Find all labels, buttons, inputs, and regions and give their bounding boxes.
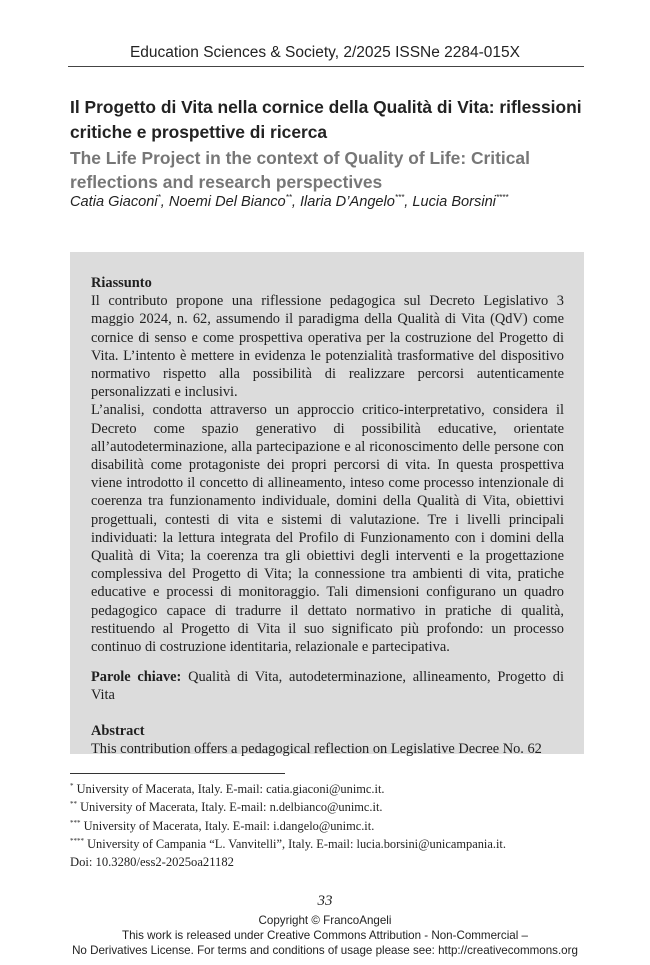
page-number: 33 bbox=[317, 893, 333, 909]
license-link-line[interactable]: No Derivatives License. For terms and conditions of usage please see: http://creativecommons.org bbox=[72, 944, 578, 957]
riassunto-paragraph-1: Il contributo propone una riflessione pedagogica sul Decreto Legislativo 3 maggio 2024, n. 62, assumendo il paradigma della Qualità di Vita (QdV) come cornice di senso e come prospettiva operativa per la costruzione del Progetto di Vita. L’intento è mettere in evidenza le potenzialità trasformative del dispositivo normativo rispetto alla possibilità di realizzare percorsi autenticamente personalizzati e inclusivi. bbox=[91, 293, 564, 401]
footnotes bbox=[70, 779, 590, 853]
footnote-mark: **** bbox=[70, 837, 84, 846]
header-divider bbox=[68, 66, 584, 67]
footnote-divider bbox=[70, 773, 285, 774]
doi-link[interactable]: Doi: 10.3280/ess2-2025oa21182 bbox=[70, 855, 234, 869]
author-footnote-mark: ** bbox=[285, 193, 292, 202]
license-notice bbox=[0, 913, 650, 958]
author-footnote-mark: *** bbox=[394, 193, 405, 202]
keywords bbox=[91, 668, 564, 704]
author-separator: , bbox=[291, 194, 300, 210]
abstract-content bbox=[91, 274, 564, 758]
author-name: Ilaria D’Angelo bbox=[300, 194, 395, 210]
footnote-mark: * bbox=[70, 782, 74, 790]
copyright-line: Copyright © FrancoAngeli bbox=[258, 914, 392, 927]
author-footnote-mark: * bbox=[157, 193, 161, 202]
author-name: Catia Giaconi bbox=[70, 194, 158, 210]
abstract-box bbox=[70, 252, 584, 757]
footnote-item bbox=[70, 797, 590, 815]
keywords-text: Qualità di Vita, autodeterminazione, allineamento, Progetto di Vita bbox=[91, 669, 564, 704]
author-name: Noemi Del Bianco bbox=[168, 194, 286, 210]
riassunto-paragraph-2: L’analisi, condotta attraverso un approccio critico-interpretativo, considera il Decreto come spazio generativo di possibilità educative, orientate all’autodeterminazione, alla partecipazione e al riconoscimento delle persone con disabilità come protagoniste dei propri percorsi di vita. In questa prospettiva viene introdotto il concetto di allineamento, inteso come processo intenzionale di coerenza tra funzionamento individuale, domini della Qualità di Vita, obiettivi progettuali, contesti di vita e sistemi di valutazione. Tre i livelli principali individuati: la lettura integrata del Profilo di Funzionamento con i domini della Qualità di Vita; la coerenza tra gli obiettivi degli interventi e la progettazione complessiva del Progetto di Vita; la connessione tra ambienti di vita, pratiche educative e processi di monitoraggio. Tali dimensioni configurano un quadro pedagogico capace di tradurre il dettato normativo in pratiche di qualità, restituendo al Progetto di Vita il suo significato più profondo: un processo continuo di costruzione identitaria, relazionale e partecipativa. bbox=[91, 402, 564, 656]
footnote-mark: *** bbox=[70, 818, 81, 827]
article-title-english: The Life Project in the context of Quality of Life: Critical reflections and research perspectives bbox=[70, 148, 530, 192]
journal-header: Education Sciences & Society, 2/2025 ISSNe 2284-015X bbox=[129, 44, 521, 61]
author-separator: , bbox=[404, 194, 413, 210]
abstract-heading: Abstract bbox=[91, 722, 145, 739]
author-footnote-mark: **** bbox=[495, 193, 509, 202]
author-name: Lucia Borsini bbox=[412, 194, 496, 210]
footnote-mark: ** bbox=[70, 800, 77, 809]
article-title-italian: Il Progetto di Vita nella cornice della Qualità di Vita: riflessioni critiche e prospettive di ricerca bbox=[70, 97, 582, 142]
keywords-label: Parole chiave: bbox=[91, 669, 182, 686]
license-line: This work is released under Creative Commons Attribution - Non-Commercial – bbox=[122, 929, 528, 942]
footnote-text: University of Macerata, Italy. E-mail: n.delbianco@unimc.it. bbox=[80, 800, 383, 815]
riassunto-heading: Riassunto bbox=[91, 275, 152, 291]
author-separator: , bbox=[160, 194, 169, 210]
abstract-text: This contribution offers a pedagogical reflection on Legislative Decree No. 62 bbox=[91, 740, 542, 757]
footnote-item bbox=[70, 834, 590, 852]
footnote-text: University of Campania “L. Vanvitelli”, Italy. E-mail: lucia.borsini@unicampania.it. bbox=[87, 837, 506, 852]
footnote-item bbox=[70, 816, 590, 834]
footnote-item bbox=[70, 779, 590, 797]
footnote-text: University of Macerata, Italy. E-mail: i.dangelo@unimc.it. bbox=[83, 818, 375, 833]
author-list bbox=[70, 193, 590, 210]
footnote-text: University of Macerata, Italy. E-mail: catia.giaconi@unimc.it. bbox=[76, 782, 385, 796]
